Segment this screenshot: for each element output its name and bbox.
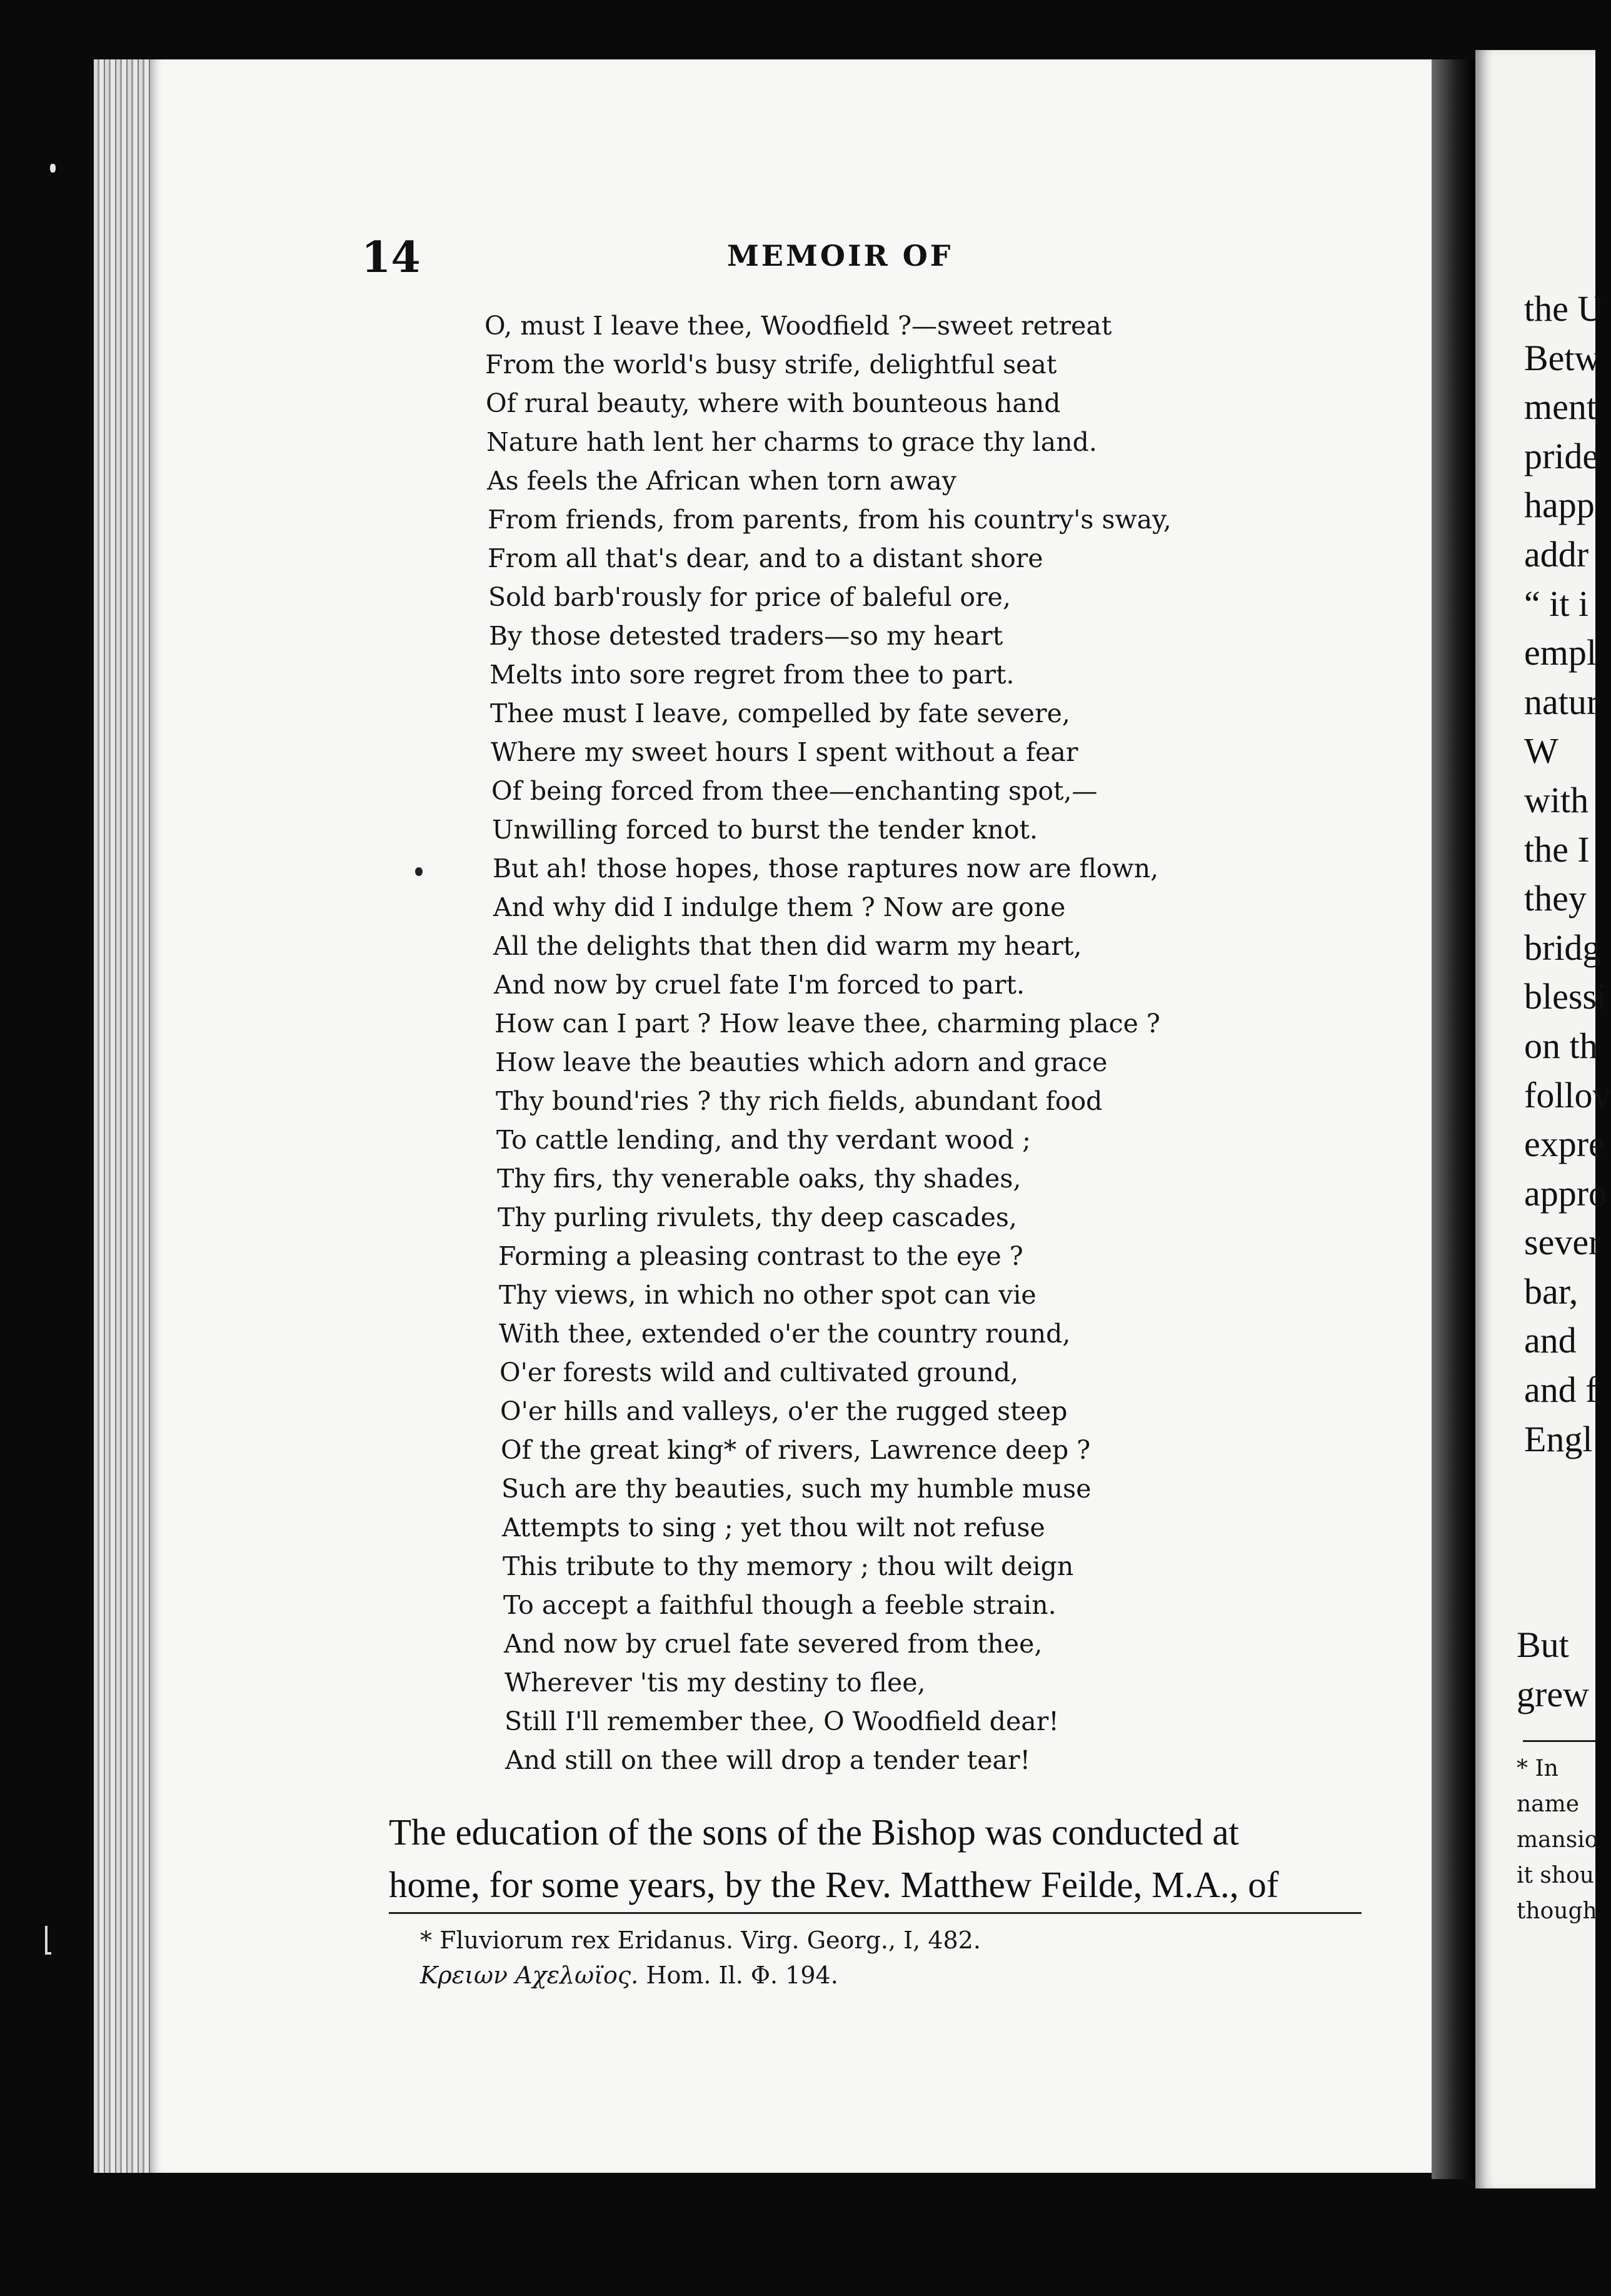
page-number: 14 bbox=[361, 233, 421, 283]
right-page-line: follov bbox=[1524, 1074, 1611, 1115]
poem-line: Wherever 'tis my destiny to flee, bbox=[504, 1668, 926, 1698]
right-page-line: addr bbox=[1524, 533, 1589, 575]
poem-line: But ah! those hopes, those raptures now are flown, bbox=[493, 853, 1159, 884]
poem-line: By those detested traders—so my heart bbox=[489, 621, 1003, 651]
right-footnote-rule bbox=[1523, 1740, 1595, 1742]
poem-line: From all that's dear, and to a distant shore bbox=[488, 543, 1043, 573]
right-page-line: sever bbox=[1524, 1222, 1601, 1263]
poem-line: As feels the African when torn away bbox=[487, 466, 956, 496]
poem-line: Of the great king* of rivers, Lawrence deep ? bbox=[501, 1435, 1091, 1465]
poem bbox=[484, 306, 1316, 1780]
poem-line: Thy purling rivulets, thy deep cascades, bbox=[498, 1202, 1017, 1232]
poem-line: How can I part ? How leave thee, charming place ? bbox=[494, 1009, 1160, 1039]
poem-line: And now by cruel fate severed from thee, bbox=[504, 1629, 1043, 1659]
poem-line: Melts into sore regret from thee to part. bbox=[489, 660, 1015, 690]
poem-line: Still I'll remember thee, O Woodfield dear! bbox=[504, 1706, 1059, 1736]
poem-line: From friends, from parents, from his country's sway, bbox=[488, 505, 1172, 535]
poem-line: Forming a pleasing contrast to the eye ? bbox=[498, 1241, 1023, 1271]
right-page-line: the I bbox=[1524, 828, 1590, 870]
footnote-rule bbox=[389, 1912, 1362, 1914]
right-page-line: expre bbox=[1524, 1124, 1605, 1165]
right-page-line: ment bbox=[1524, 386, 1597, 428]
right-page-line: and bbox=[1524, 1320, 1577, 1361]
prose-paragraph bbox=[389, 1806, 1364, 1911]
right-page-line: natur bbox=[1524, 681, 1599, 722]
poem-line: O'er forests wild and cultivated ground, bbox=[499, 1357, 1019, 1387]
poem-line: Nature hath lent her charms to grace thy land. bbox=[486, 427, 1097, 457]
poem-line: And now by cruel fate I'm forced to part. bbox=[494, 970, 1025, 1000]
right-page-line: empl bbox=[1524, 632, 1597, 673]
right-page-line: Engl bbox=[1524, 1418, 1593, 1459]
poem-line: Thy firs, thy venerable oaks, thy shades, bbox=[497, 1164, 1021, 1194]
right-page-line: bridg bbox=[1524, 927, 1601, 968]
poem-line: Thee must I leave, compelled by fate severe, bbox=[490, 698, 1070, 728]
right-page-line: Betw bbox=[1524, 337, 1601, 378]
book-gutter bbox=[1432, 59, 1475, 2179]
scan-speck bbox=[50, 164, 56, 173]
poem-line: And still on thee will drop a tender tear! bbox=[505, 1745, 1031, 1775]
right-page-line: bar, bbox=[1524, 1271, 1578, 1312]
margin-mark bbox=[415, 867, 423, 876]
right-page-line: pride bbox=[1524, 435, 1599, 476]
poem-line: With thee, extended o'er the country round, bbox=[499, 1319, 1071, 1349]
right-footnote-line: though bbox=[1517, 1898, 1597, 1924]
right-page-line: with bbox=[1524, 779, 1589, 820]
right-footnote-line: * In bbox=[1517, 1756, 1558, 1781]
right-footnote-line: name bbox=[1517, 1791, 1580, 1817]
right-page-line: on th bbox=[1524, 1025, 1598, 1066]
right-page-line: blessi bbox=[1524, 976, 1607, 1017]
right-page-line: W bbox=[1524, 730, 1558, 772]
poem-line: Of being forced from thee—enchanting spot,— bbox=[491, 776, 1098, 806]
right-page-line: But bbox=[1517, 1624, 1569, 1665]
poem-line: Thy bound'ries ? thy rich fields, abundant food bbox=[496, 1086, 1103, 1116]
right-page-line: and f bbox=[1524, 1369, 1598, 1411]
poem-line: Where my sweet hours I spent without a fear bbox=[491, 737, 1078, 767]
footnote-greek bbox=[420, 1958, 1295, 1993]
scan-mark bbox=[45, 1926, 51, 1955]
footnotes bbox=[420, 1923, 1295, 1993]
right-footnote-line: it shou bbox=[1517, 1863, 1594, 1888]
running-head: MEMOIR OF bbox=[727, 239, 953, 273]
right-page-line: the U bbox=[1524, 288, 1604, 329]
prose-line: The education of the sons of the Bishop was conducted at bbox=[389, 1811, 1239, 1853]
footnote-greek-word: Κρειων Αχελωϊος. bbox=[420, 1961, 639, 1989]
right-page-bottom-text bbox=[1517, 1621, 1595, 1719]
poem-line: Such are thy beauties, such my humble muse bbox=[501, 1474, 1092, 1504]
poem-line: Thy views, in which no other spot can vie bbox=[499, 1280, 1036, 1310]
right-page-line: happ bbox=[1524, 485, 1595, 526]
right-page-line: appro bbox=[1524, 1172, 1607, 1214]
poem-line: To accept a faithful though a feeble strain. bbox=[503, 1590, 1056, 1620]
poem-line: O'er hills and valleys, o'er the rugged steep bbox=[500, 1396, 1068, 1426]
footnote-latin: * Fluviorum rex Eridanus. Virg. Georg., I, 482. bbox=[420, 1926, 981, 1954]
poem-line: Unwilling forced to burst the tender knot. bbox=[492, 815, 1038, 845]
right-page-line: they bbox=[1524, 878, 1587, 919]
right-page-text bbox=[1524, 284, 1611, 1464]
poem-line: To cattle lending, and thy verdant wood ; bbox=[496, 1125, 1031, 1155]
right-page-footnote bbox=[1517, 1751, 1598, 1929]
poem-line: All the delights that then did warm my heart, bbox=[493, 931, 1082, 961]
poem-line: Attempts to sing ; yet thou wilt not refuse bbox=[502, 1513, 1045, 1543]
poem-line: From the world's busy strife, delightful seat bbox=[485, 350, 1057, 380]
right-page-line: grew bbox=[1517, 1673, 1589, 1714]
poem-line: O, must I leave thee, Woodfield ?—sweet retreat bbox=[484, 311, 1112, 341]
footnote-greek-ref: Hom. Il. Φ. 194. bbox=[638, 1961, 838, 1989]
right-page-line: “ it i bbox=[1524, 583, 1589, 624]
poem-line: Sold barb'rously for price of baleful ore, bbox=[488, 582, 1011, 612]
poem-line: This tribute to thy memory ; thou wilt deign bbox=[503, 1551, 1074, 1581]
right-footnote-line: mansio bbox=[1517, 1827, 1598, 1853]
poem-line: And why did I indulge them ? Now are gone bbox=[493, 892, 1066, 922]
poem-line: How leave the beauties which adorn and grace bbox=[495, 1047, 1108, 1077]
prose-line: home, for some years, by the Rev. Matthew Feilde, M.A., of bbox=[389, 1864, 1279, 1905]
poem-line: Of rural beauty, where with bounteous hand bbox=[486, 388, 1061, 418]
